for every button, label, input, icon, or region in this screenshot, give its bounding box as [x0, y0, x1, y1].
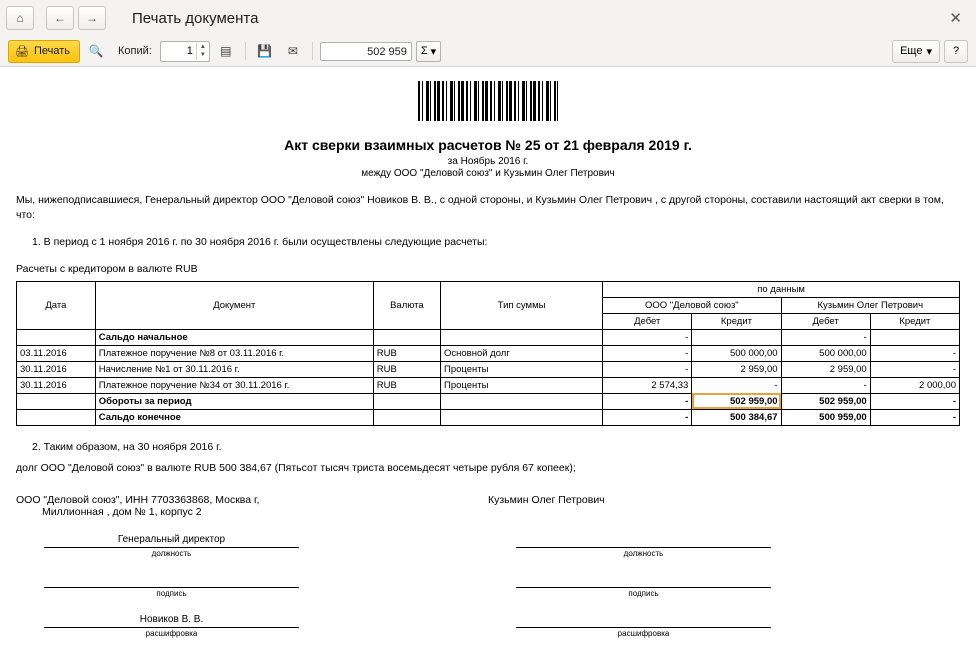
th-sum-type: Тип суммы: [440, 281, 602, 329]
cell-document: Сальдо конечное: [95, 409, 373, 425]
chevron-up-icon[interactable]: ▲: [199, 44, 206, 50]
document-point-2: 2. Таким образом, на 30 ноября 2016 г.: [32, 440, 222, 453]
home-icon: ⌂: [16, 11, 24, 25]
th-credit-left: Кредит: [692, 313, 781, 329]
cell-date: [17, 329, 96, 345]
print-button[interactable]: [8, 40, 80, 63]
cell-debit-right: -: [781, 329, 870, 345]
arrow-left-icon: ←: [54, 11, 66, 25]
table-row-closing-balance[interactable]: [17, 409, 960, 425]
copies-label: Копий:: [118, 45, 152, 57]
cell-document: Сальдо начальное: [95, 329, 373, 345]
signature-area: [16, 534, 960, 654]
more-button[interactable]: [892, 40, 940, 63]
document-page: [0, 67, 976, 654]
page-setup-button[interactable]: [214, 40, 238, 63]
sigma-icon: Σ: [420, 45, 428, 57]
cell-document: Платежное поручение №8 от 03.11.2016 г.: [95, 345, 373, 361]
toolbar-right-group: [892, 40, 968, 63]
cell-sum-type: Проценты: [440, 377, 602, 393]
cell-debit-right: 500 959,00: [781, 409, 870, 425]
back-button[interactable]: [46, 6, 74, 30]
cell-debit-right: 2 959,00: [781, 361, 870, 377]
right-sign-caption: подпись: [628, 589, 659, 599]
cell-credit-right: -: [870, 345, 959, 361]
table-row[interactable]: [17, 361, 960, 377]
cell-debit-right: -: [781, 377, 870, 393]
document-scroll-area[interactable]: [0, 67, 976, 654]
sum-mode-button[interactable]: [416, 41, 441, 62]
cell-date: 30.11.2016: [17, 361, 96, 377]
cell-currency: [373, 409, 440, 425]
reconciliation-table-body: [17, 329, 960, 425]
th-date: Дата: [17, 281, 96, 329]
cell-credit-right: -: [870, 361, 959, 377]
right-sign-line: [516, 574, 771, 588]
right-position-caption: должность: [623, 549, 664, 559]
left-name-value: Новиков В. В.: [44, 614, 299, 628]
cell-credit-left: 500 000,00: [692, 345, 781, 361]
sum-value-field[interactable]: 502 959: [320, 42, 412, 61]
cell-sum-type: [440, 409, 602, 425]
home-button[interactable]: [6, 6, 34, 30]
th-currency: Валюта: [373, 281, 440, 329]
cell-date: [17, 409, 96, 425]
th-credit-right: Кредит: [870, 313, 959, 329]
printer-icon: 🖨: [15, 45, 29, 58]
cell-document: Платежное поручение №34 от 30.11.2016 г.: [95, 377, 373, 393]
cell-debit-left: -: [603, 345, 692, 361]
save-button[interactable]: [253, 40, 277, 63]
page-setup-icon: ▤: [220, 44, 232, 58]
party-left-block: [16, 494, 488, 518]
toolbar-separator-1: [245, 42, 246, 60]
party-right-block: [488, 494, 960, 518]
th-group-according-to: по данным: [603, 281, 960, 297]
print-preview-icon: 🔍: [88, 44, 104, 58]
cell-date: 30.11.2016: [17, 377, 96, 393]
arrow-right-icon: →: [86, 11, 98, 25]
cell-currency: RUB: [373, 377, 440, 393]
cell-debit-left: -: [603, 393, 692, 409]
signature-left-position: [16, 534, 488, 574]
right-name-value: [516, 614, 771, 628]
cell-debit-right: 500 000,00: [781, 345, 870, 361]
document-subtitle: за Ноябрь 2016 г.: [447, 156, 529, 167]
cell-debit-left: -: [603, 329, 692, 345]
left-sign-line: [44, 574, 299, 588]
cell-debit-left: -: [603, 361, 692, 377]
right-name-caption: расшифровка: [617, 629, 670, 639]
help-button[interactable]: [944, 40, 968, 63]
nav-buttons: [46, 6, 110, 30]
cell-sum-type: Основной долг: [440, 345, 602, 361]
close-icon[interactable]: ✕: [949, 9, 962, 27]
signature-row-sign: [16, 574, 960, 614]
org-line-2: Миллионная , дом № 1, корпус 2: [42, 506, 202, 519]
copies-input[interactable]: [161, 43, 196, 60]
left-sign-caption: подпись: [156, 589, 187, 599]
cell-credit-right: 2 000,00: [870, 377, 959, 393]
cell-sum-type: Проценты: [440, 361, 602, 377]
cell-debit-left: -: [603, 409, 692, 425]
print-button-label: Печать: [33, 45, 71, 57]
table-header-row-1: [17, 281, 960, 297]
chevron-down-icon[interactable]: ▼: [199, 52, 206, 58]
document-title: Акт сверки взаимных расчетов № 25 от 21 февраля 2019 г.: [284, 137, 692, 153]
cell-sum-type: [440, 393, 602, 409]
left-name-caption: расшифровка: [145, 629, 198, 639]
signature-right-sign: [488, 574, 960, 614]
window-title: Печать документа: [132, 9, 259, 27]
left-position-caption: должность: [151, 549, 192, 559]
cell-debit-right: 502 959,00: [781, 393, 870, 409]
left-position-value: Генеральный директор: [44, 534, 299, 548]
copies-spin-arrows[interactable]: [196, 43, 209, 60]
print-preview-button[interactable]: [84, 40, 108, 63]
table-row[interactable]: [17, 377, 960, 393]
document-parties: между ООО "Деловой союз" и Кузьмин Олег Петрович: [361, 168, 615, 179]
cell-currency: RUB: [373, 345, 440, 361]
document-currency-note: Расчеты с кредитором в валюте RUB: [16, 262, 198, 275]
cell-credit-left: 2 959,00: [692, 361, 781, 377]
cell-currency: [373, 393, 440, 409]
cell-document: Обороты за период: [95, 393, 373, 409]
cell-credit-right: -: [870, 393, 959, 409]
signature-left-name: [16, 614, 488, 654]
cell-date: 03.11.2016: [17, 345, 96, 361]
th-debit-right: Дебет: [781, 313, 870, 329]
document-intro: Мы, нижеподписавшиеся, Генеральный директор ООО "Деловой союз" Новиков В. В., с одной стороны, и Кузьмин Олег Петрович , с другой стороны, составили настоящий акт сверки в том, что:: [16, 194, 944, 222]
print-toolbar: [0, 36, 976, 67]
cell-currency: RUB: [373, 361, 440, 377]
signature-row-position: [16, 534, 960, 574]
table-row[interactable]: [17, 329, 960, 345]
save-icon: 💾: [257, 44, 273, 58]
cell-credit-right: [870, 329, 959, 345]
barcode: [418, 81, 558, 121]
signature-left-sign: [16, 574, 488, 614]
right-position-value: [516, 534, 771, 548]
cell-credit-left: [692, 329, 781, 345]
th-party-right: Кузьмин Олег Петрович: [781, 297, 959, 313]
cell-credit-left: 500 384,67: [692, 409, 781, 425]
th-debit-left: Дебет: [603, 313, 692, 329]
table-row-turnover[interactable]: [17, 393, 960, 409]
copies-stepper[interactable]: [160, 41, 210, 62]
cell-credit-right: -: [870, 409, 959, 425]
chevron-down-icon: ▾: [926, 45, 932, 58]
toolbar-separator-2: [312, 42, 313, 60]
more-button-label: Еще: [900, 45, 923, 57]
th-document: Документ: [95, 281, 373, 329]
signature-right-name: [488, 614, 960, 654]
th-party-left: ООО "Деловой союз": [603, 297, 781, 313]
forward-button[interactable]: [78, 6, 106, 30]
help-icon: ?: [952, 45, 960, 57]
cell-date: [17, 393, 96, 409]
envelope-icon: ✉: [287, 44, 298, 58]
parties-block: [16, 494, 960, 518]
cell-sum-type: [440, 329, 602, 345]
cell-debit-left: 2 574,33: [603, 377, 692, 393]
signature-right-position: [488, 534, 960, 574]
table-row[interactable]: [17, 345, 960, 361]
document-debt-line: долг ООО "Деловой союз" в валюте RUB 500 384,67 (Пятьсот тысяч триста восемьдесят четыре рубля 67 копеек);: [16, 461, 576, 474]
send-mail-button[interactable]: [281, 40, 305, 63]
cell-currency: [373, 329, 440, 345]
barcode-container: [16, 81, 960, 121]
document-point-1: 1. В период с 1 ноября 2016 г. по 30 ноября 2016 г. были осуществлены следующие расчеты:: [32, 236, 488, 249]
sum-caret: ▾: [430, 45, 437, 58]
cell-credit-left-selected[interactable]: 502 959,00: [692, 393, 781, 409]
window-titlebar: [0, 0, 976, 36]
counterparty-name: Кузьмин Олег Петрович: [488, 494, 605, 507]
cell-credit-left: -: [692, 377, 781, 393]
signature-row-name: [16, 614, 960, 654]
org-line-1: ООО "Деловой союз", ИНН 7703363868, Москва г,: [16, 494, 260, 507]
reconciliation-table: [16, 281, 960, 426]
cell-document: Начисление №1 от 30.11.2016 г.: [95, 361, 373, 377]
